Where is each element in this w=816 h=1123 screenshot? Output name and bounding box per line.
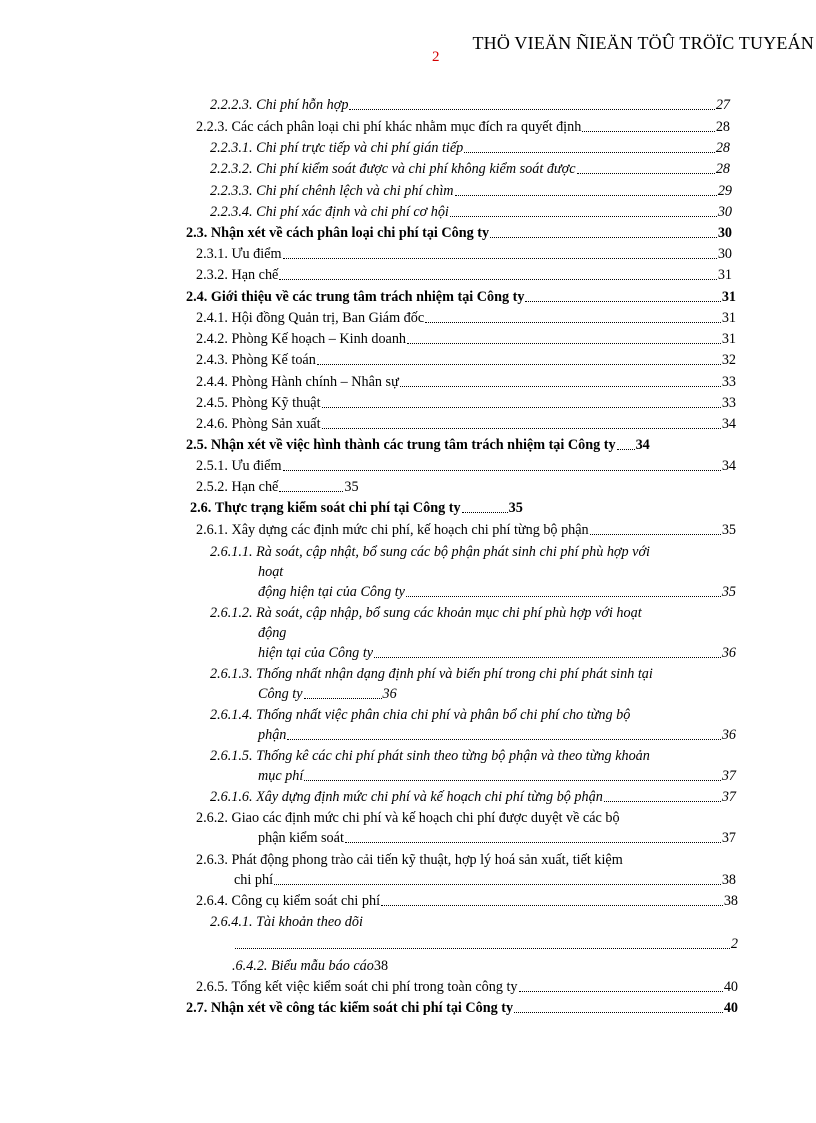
toc-entry-2-7[interactable]: 2.7. Nhận xét về công tác kiểm soát chi phí tại Công ty 40 bbox=[186, 1000, 738, 1016]
toc-entry-2-2-3-3[interactable]: 2.2.3.3. Chi phí chênh lệch và chi phí chìm 29 bbox=[210, 183, 732, 199]
page-number: 2 bbox=[432, 49, 440, 65]
toc-entry-2-5-2[interactable]: 2.5.2. Hạn chế 35 bbox=[196, 479, 359, 495]
dot-leader bbox=[274, 883, 721, 885]
dot-leader bbox=[287, 738, 720, 740]
toc-entry-2-4-3[interactable]: 2.4.3. Phòng Kế toán 32 bbox=[196, 352, 736, 368]
toc-entry-2-6-4-1-line1[interactable]: 2.6.4.1. Tài khoản theo dõi bbox=[210, 914, 363, 930]
toc-entry-2-5-1[interactable]: 2.5.1. Ưu điểm 34 bbox=[196, 458, 736, 474]
dot-leader bbox=[617, 448, 635, 450]
toc-entry-2-3[interactable]: 2.3. Nhận xét về cách phân loại chi phí tại Công ty 30 bbox=[186, 225, 732, 241]
toc-entry-2-2-3-1[interactable]: 2.2.3.1. Chi phí trực tiếp và chi phí gián tiếp 28 bbox=[210, 140, 730, 156]
toc-entry-2-6-1-2-line2: động bbox=[258, 625, 287, 641]
toc-entry-2-2-3[interactable]: 2.2.3. Các cách phân loại chi phí khác nhằm mục đích ra quyết định 28 bbox=[196, 119, 730, 135]
dot-leader bbox=[407, 342, 721, 344]
dot-leader bbox=[464, 151, 715, 153]
toc-entry-2-6-1-1-line1[interactable]: 2.6.1.1. Rà soát, cập nhật, bổ sung các bộ phận phát sinh chi phí phù hợp với bbox=[210, 544, 650, 560]
toc-entry-2-6-1[interactable]: 2.6.1. Xây dựng các định mức chi phí, kế hoạch chi phí từng bộ phận 35 bbox=[196, 522, 736, 538]
toc-entry-2-2-2-3[interactable]: 2.2.2.3. Chi phí hỗn hợp 27 bbox=[210, 97, 730, 113]
dot-leader bbox=[525, 300, 720, 302]
toc-entry-2-3-2[interactable]: 2.3.2. Hạn chế 31 bbox=[196, 267, 732, 283]
dot-leader bbox=[590, 533, 721, 535]
toc-entry-2-6-3-line1[interactable]: 2.6.3. Phát động phong trào cải tiến kỹ thuật, hợp lý hoá sản xuất, tiết kiệm bbox=[196, 852, 623, 868]
dot-leader bbox=[283, 257, 717, 259]
dot-leader bbox=[322, 427, 721, 429]
toc-entry-2-6-1-5-line2[interactable]: mục phí 37 bbox=[258, 768, 736, 784]
dot-leader bbox=[582, 130, 715, 132]
toc-entry-2-4-4[interactable]: 2.4.4. Phòng Hành chính – Nhân sự 33 bbox=[196, 374, 736, 390]
toc-entry-2-6-1-4-line2[interactable]: phận 36 bbox=[258, 727, 736, 743]
toc-entry-2-6-3-line2[interactable]: chi phí 38 bbox=[234, 872, 736, 888]
toc-entry-2-4-2[interactable]: 2.4.2. Phòng Kế hoạch – Kinh doanh 31 bbox=[196, 331, 736, 347]
dot-leader bbox=[604, 800, 721, 802]
dot-leader bbox=[304, 779, 720, 781]
toc-entry-2-6-5[interactable]: 2.6.5. Tổng kết việc kiểm soát chi phí trong toàn công ty 40 bbox=[196, 979, 738, 995]
toc-entry-2-6-4[interactable]: 2.6.4. Công cụ kiểm soát chi phí 38 bbox=[196, 893, 738, 909]
header-title: THÖ VIEÄN ÑIEÄN TÖÛ TRÖÏC TUYEÁN bbox=[472, 33, 814, 53]
dot-leader bbox=[400, 385, 721, 387]
toc-entry-2-5[interactable]: 2.5. Nhận xét về việc hình thành các trung tâm trách nhiệm tại Công ty 34 bbox=[186, 437, 650, 453]
toc-entry-2-4-5[interactable]: 2.4.5. Phòng Kỹ thuật 33 bbox=[196, 395, 736, 411]
dot-leader bbox=[406, 595, 721, 597]
dot-leader bbox=[462, 511, 508, 513]
toc-entry-2-6[interactable]: 2.6. Thực trạng kiểm soát chi phí tại Công ty 35 bbox=[190, 500, 523, 516]
dot-leader bbox=[235, 947, 730, 949]
toc-entry-2-4-6[interactable]: 2.4.6. Phòng Sản xuất 34 bbox=[196, 416, 736, 432]
dot-leader bbox=[279, 490, 343, 492]
dot-leader bbox=[577, 172, 715, 174]
toc-entry-2-2-3-2[interactable]: 2.2.3.2. Chi phí kiểm soát được và chi phí không kiểm soát được 28 bbox=[210, 161, 730, 177]
toc-entry-2-4[interactable]: 2.4. Giới thiệu về các trung tâm trách nhiệm tại Công ty 31 bbox=[186, 289, 736, 305]
dot-leader bbox=[345, 841, 721, 843]
dot-leader bbox=[514, 1011, 723, 1013]
toc-entry-2-6-2-line1[interactable]: 2.6.2. Giao các định mức chi phí và kế hoạch chi phí được duyệt về các bộ bbox=[196, 810, 620, 826]
toc-entry-2-6-1-1-line3[interactable]: động hiện tại của Công ty 35 bbox=[258, 584, 736, 600]
dot-leader bbox=[425, 321, 721, 323]
toc-entry-2-6-1-1-line2: hoạt bbox=[258, 564, 284, 580]
toc-entry-2-6-1-3-line1[interactable]: 2.6.1.3. Thống nhất nhận dạng định phí và biến phí trong chi phí phát sinh tại bbox=[210, 666, 653, 682]
toc-entry-2-6-1-2-line3[interactable]: hiện tại của Công ty 36 bbox=[258, 645, 736, 661]
toc-entry-2-3-1[interactable]: 2.3.1. Ưu điểm 30 bbox=[196, 246, 732, 262]
dot-leader bbox=[490, 236, 717, 238]
toc-entry-2-2-3-4[interactable]: 2.2.3.4. Chi phí xác định và chi phí cơ hội 30 bbox=[210, 204, 732, 220]
toc-entry-2-6-2-line2[interactable]: phận kiểm soát 37 bbox=[258, 830, 736, 846]
dot-leader bbox=[322, 406, 721, 408]
dot-leader bbox=[519, 990, 723, 992]
dot-leader bbox=[381, 904, 723, 906]
dot-leader bbox=[304, 697, 382, 699]
dot-leader bbox=[349, 108, 714, 110]
toc-entry-2-6-4-2[interactable]: .6.4.2. Biểu mẫu báo cáo 38 bbox=[232, 958, 389, 974]
toc-entry-2-6-1-5-line1[interactable]: 2.6.1.5. Thống kê các chi phí phát sinh theo từng bộ phận và theo từng khoản bbox=[210, 748, 650, 764]
toc-entry-2-6-1-2-line1[interactable]: 2.6.1.2. Rà soát, cập nhập, bổ sung các khoản mục chi phí phù hợp với hoạt bbox=[210, 605, 642, 621]
dot-leader bbox=[455, 194, 717, 196]
dot-leader bbox=[283, 469, 721, 471]
toc-entry-2-6-1-3-line2[interactable]: Công ty 36 bbox=[258, 686, 397, 702]
toc-entry-2-6-1-6[interactable]: 2.6.1.6. Xây dựng định mức chi phí và kế hoạch chi phí từng bộ phận 37 bbox=[210, 789, 736, 805]
toc-entry-2-4-1[interactable]: 2.4.1. Hội đồng Quản trị, Ban Giám đốc 31 bbox=[196, 310, 736, 326]
toc-entry-2-6-1-4-line1[interactable]: 2.6.1.4. Thống nhất việc phân chia chi phí và phân bổ chi phí cho từng bộ bbox=[210, 707, 631, 723]
toc-entry-2-6-4-1-line2[interactable]: 2 bbox=[234, 934, 738, 954]
dot-leader bbox=[317, 363, 721, 365]
dot-leader bbox=[374, 656, 721, 658]
dot-leader bbox=[279, 278, 716, 280]
dot-leader bbox=[450, 215, 717, 217]
